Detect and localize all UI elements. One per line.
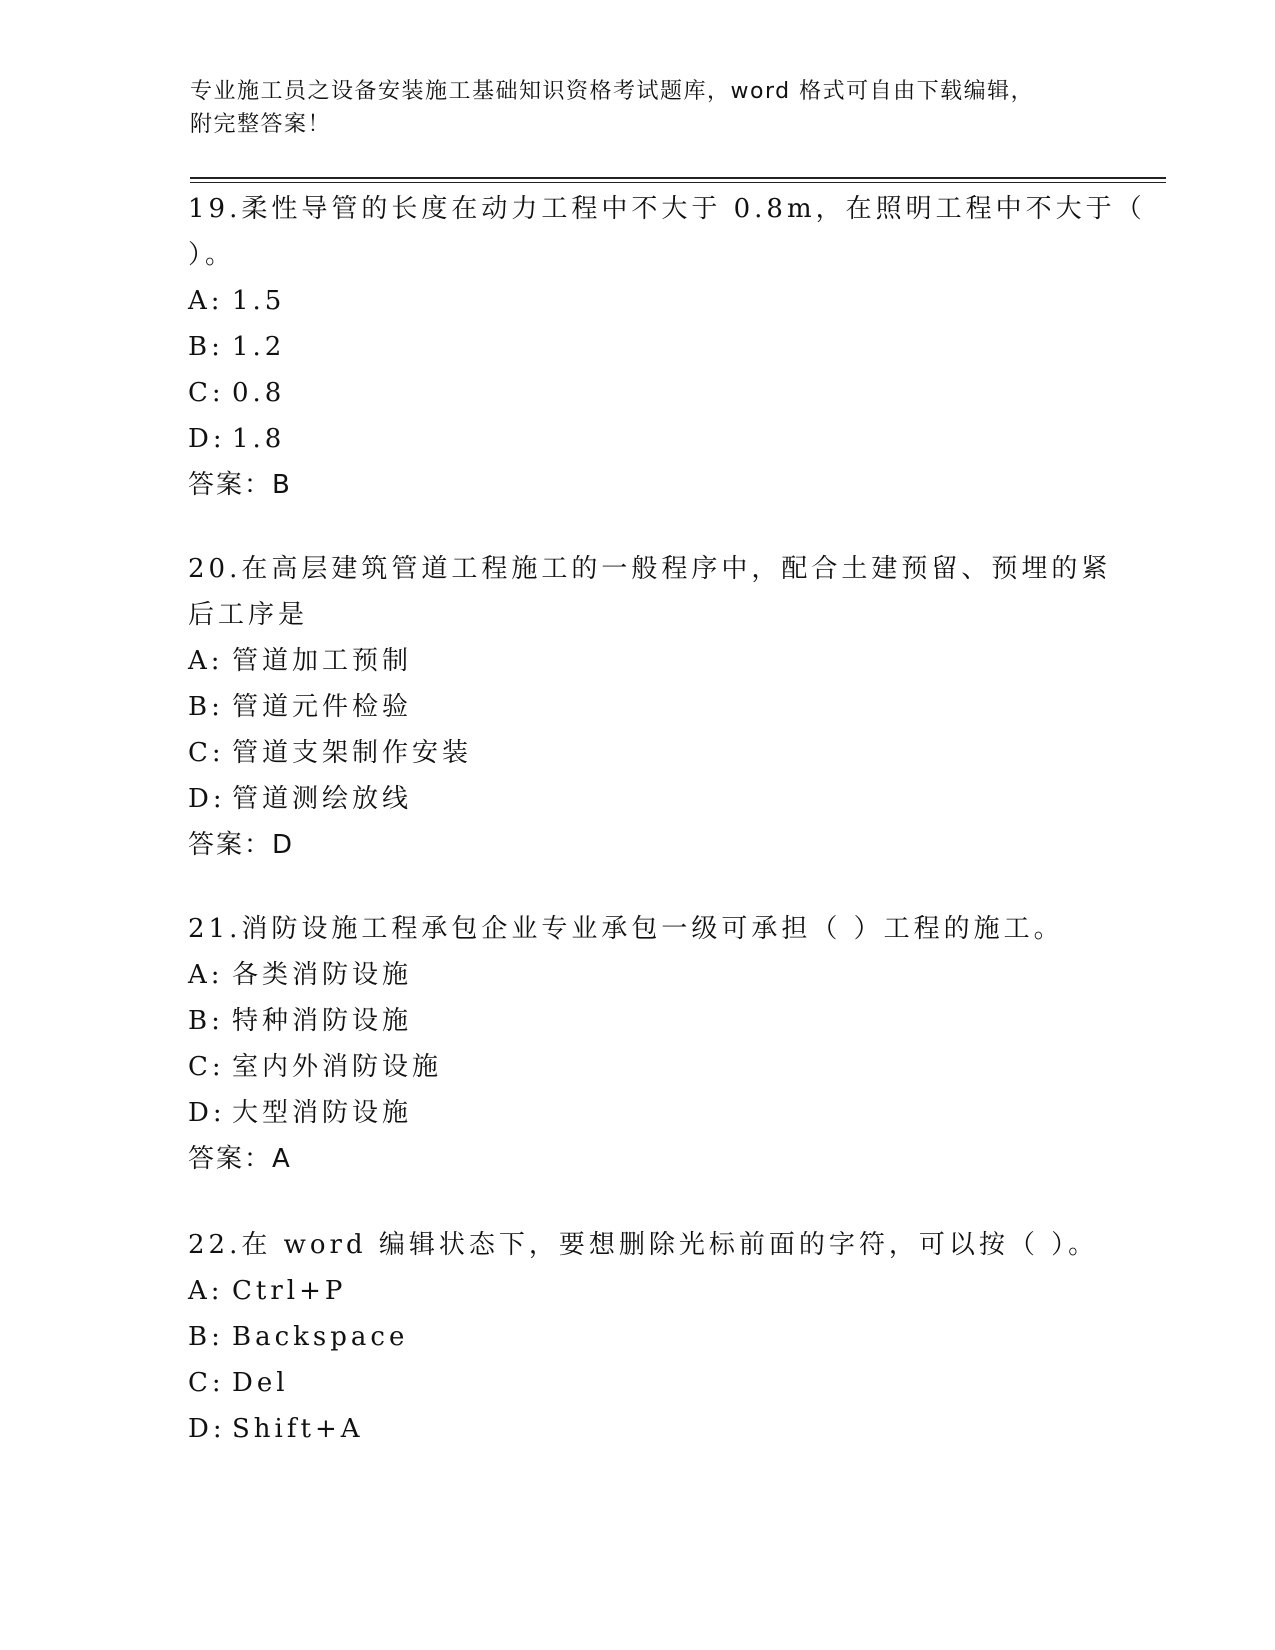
- option-text: 管道元件检验: [232, 692, 413, 722]
- option-text: 各类消防设施: [232, 960, 413, 990]
- option-text: 大型消防设施: [232, 1098, 413, 1128]
- question-text-line-1: 20.在高层建筑管道工程施工的一般程序中，配合土建预留、预埋的紧: [188, 554, 1112, 584]
- option-letter: D:: [188, 1414, 226, 1444]
- question-text: [188, 546, 1118, 638]
- option-a: [188, 1268, 1118, 1314]
- question-21: [188, 906, 1118, 1182]
- option-d: [188, 416, 1118, 462]
- option-c: [188, 1360, 1118, 1406]
- option-d: [188, 1090, 1118, 1136]
- option-letter: C:: [188, 1368, 225, 1398]
- option-b: [188, 684, 1118, 730]
- option-b: [188, 998, 1118, 1044]
- option-letter: B:: [188, 332, 224, 362]
- option-d: [188, 1406, 1118, 1452]
- header-rule-thin: [190, 182, 1166, 183]
- option-letter: B:: [188, 1006, 224, 1036]
- option-letter: C:: [188, 378, 225, 408]
- option-text: Del: [232, 1368, 289, 1398]
- option-d: [188, 776, 1118, 822]
- question-19: [188, 186, 1146, 508]
- option-letter: C:: [188, 738, 225, 768]
- option-letter: D:: [188, 424, 226, 454]
- option-c: [188, 730, 1118, 776]
- question-text: [188, 1222, 1118, 1268]
- option-a: [188, 278, 1118, 324]
- question-text-line-1: 22.在 word 编辑状态下，要想删除光标前面的字符，可以按（ ）。: [188, 1230, 1099, 1260]
- option-c: [188, 370, 1118, 416]
- question-text-line-1: 19.柔性导管的长度在动力工程中不大于 0.8m，在照明工程中不大于（: [188, 194, 1146, 224]
- question-22: [188, 1222, 1118, 1452]
- answer-label: 答案：B: [188, 470, 292, 500]
- option-letter: A:: [188, 1276, 224, 1306]
- option-text: 管道测绘放线: [232, 784, 413, 814]
- document-header: [190, 75, 1090, 141]
- question-20: [188, 546, 1118, 868]
- answer-label: 答案：A: [188, 1144, 292, 1174]
- option-letter: B:: [188, 692, 224, 722]
- question-text: [188, 186, 1146, 278]
- question-text: [188, 906, 1118, 952]
- answer-label: 答案：D: [188, 830, 295, 860]
- option-letter: A:: [188, 286, 224, 316]
- option-text: 1.2: [232, 332, 286, 362]
- option-c: [188, 1044, 1118, 1090]
- option-text: 管道支架制作安装: [232, 738, 473, 768]
- option-text: 1.5: [232, 286, 286, 316]
- option-text: Ctrl+P: [232, 1276, 347, 1306]
- option-text: 室内外消防设施: [232, 1052, 443, 1082]
- option-text: 1.8: [232, 424, 286, 454]
- option-b: [188, 324, 1118, 370]
- option-letter: D:: [188, 784, 226, 814]
- question-text-line-2: ）。: [188, 240, 236, 270]
- header-title-line-2: 附完整答案！: [190, 112, 332, 137]
- option-text: 特种消防设施: [232, 1006, 413, 1036]
- option-letter: B:: [188, 1322, 224, 1352]
- option-text: Backspace: [232, 1322, 409, 1352]
- option-a: [188, 638, 1118, 684]
- header-title-line-1: 专业施工员之设备安装施工基础知识资格考试题库，word 格式可自由下载编辑，: [190, 79, 1035, 104]
- option-b: [188, 1314, 1118, 1360]
- option-letter: D:: [188, 1098, 226, 1128]
- option-letter: A:: [188, 960, 224, 990]
- option-text: Shift+A: [232, 1414, 364, 1444]
- option-text: 管道加工预制: [232, 646, 413, 676]
- question-text-line-1: 21.消防设施工程承包企业专业承包一级可承担（ ）工程的施工。: [188, 914, 1064, 944]
- option-text: 0.8: [232, 378, 286, 408]
- option-letter: A:: [188, 646, 224, 676]
- header-rule-thick: [190, 177, 1166, 179]
- option-letter: C:: [188, 1052, 225, 1082]
- question-text-line-2: 后工序是: [188, 600, 309, 630]
- option-a: [188, 952, 1118, 998]
